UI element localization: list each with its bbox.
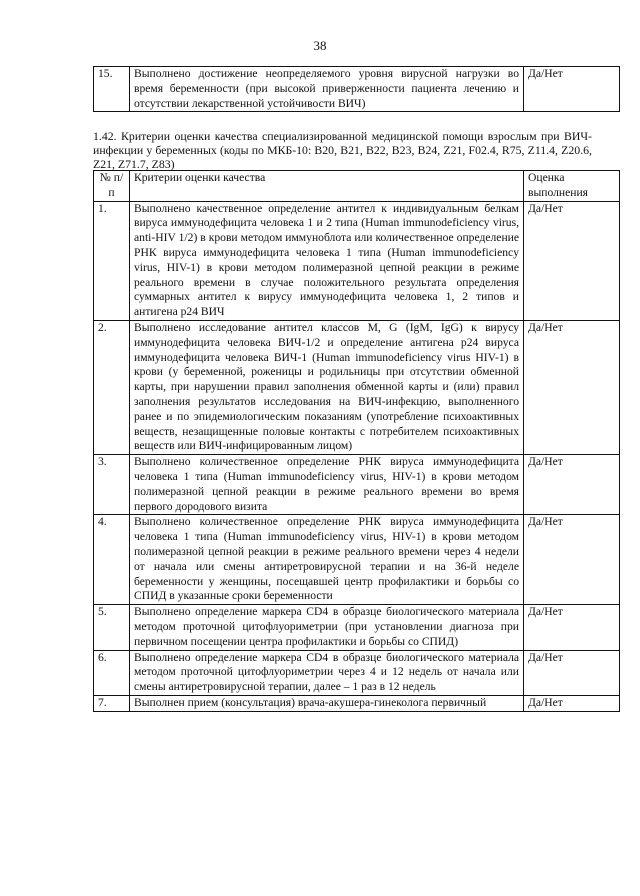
criteria-table bbox=[93, 170, 620, 712]
row-number: 4. bbox=[94, 515, 130, 605]
section-title: 1.42. Критерии оценки качества специализированной медицинской помощи взрослым при ВИЧ-инфекции у беременных (коды по МКБ-10: B20, B21, B22, B23, B24, Z21, F02.4, R75, Z11.4, Z20.6, Z21, Z71.7, Z83) bbox=[93, 129, 592, 172]
row-criterion: Выполнено определение маркера CD4 в образце биологического материала методом проточной цитофлуориметрии (при установлении диагноза при первичном посещении центра профилактики и борьбы со СПИД) bbox=[130, 605, 524, 650]
row-evaluation: Да/Нет bbox=[524, 695, 620, 711]
row-number: 3. bbox=[94, 455, 130, 515]
header-number: № п/п bbox=[94, 171, 130, 202]
row-number: 1. bbox=[94, 201, 130, 320]
table-row bbox=[94, 650, 620, 695]
row-evaluation: Да/Нет bbox=[524, 320, 620, 454]
row-criterion: Выполнено качественное определение антител к индивидуальным белкам вируса иммунодефицита человека 1 и 2 типа (Human immunodeficiency virus, anti-HIV 1/2) в крови методом иммуноблота или количественное определение РНК вируса иммунодефицита человека 1 типа (Human immunodeficiency virus, HIV-1) в крови методом полимеразной цепной реакции в режиме реального времени в случае положительного результата определения суммарных антител к вирусу иммунодефицита человека 1, 2 типов и антигена p24 ВИЧ bbox=[130, 201, 524, 320]
table-row bbox=[94, 201, 620, 320]
page-number: 38 bbox=[313, 38, 327, 53]
table-row bbox=[94, 320, 620, 454]
row-evaluation: Да/Нет bbox=[524, 605, 620, 650]
row-evaluation: Да/Нет bbox=[524, 650, 620, 695]
table-row bbox=[94, 515, 620, 605]
row-evaluation: Да/Нет bbox=[524, 515, 620, 605]
header-evaluation: Оценка выполнения bbox=[524, 171, 620, 202]
row-criterion: Выполнено достижение неопределяемого уровня вирусной нагрузки во время беременности (при высокой приверженности пациента лечению и отсутствии лекарственной устойчивости ВИЧ) bbox=[130, 67, 524, 112]
row-evaluation: Да/Нет bbox=[524, 67, 620, 112]
previous-criteria-table bbox=[93, 66, 620, 112]
row-number: 7. bbox=[94, 695, 130, 711]
table-row bbox=[94, 695, 620, 711]
table-row bbox=[94, 605, 620, 650]
row-number: 6. bbox=[94, 650, 130, 695]
row-criterion: Выполнено исследование антител классов M, G (IgM, IgG) к вирусу иммунодефицита человека ВИЧ-1/2 и определение антигена p24 вируса иммунодефицита человека ВИЧ-1 (Human immunodeficiency virus HIV-1) в крови (у беременной, роженицы и родильницы при отсутствии обменной карты, при нарушении правил заполнения обменной карты и (или) правил заполнения результатов исследования на ВИЧ-инфекцию, выполненного ранее и по эпидемиологическим показаниям (употребление психоактивных веществ, незащищенные половые контакты с потребителем психоактивных веществ или ВИЧ-инфицированным лицом) bbox=[130, 320, 524, 454]
row-evaluation: Да/Нет bbox=[524, 455, 620, 515]
row-number: 5. bbox=[94, 605, 130, 650]
table-row bbox=[94, 455, 620, 515]
table-header-row bbox=[94, 171, 620, 202]
row-criterion: Выполнено определение маркера CD4 в образце биологического материала методом проточной цитофлуориметрии через 4 и 12 недель от начала или смены антиретровирусной терапии, далее – 1 раз в 12 недель bbox=[130, 650, 524, 695]
row-criterion: Выполнено количественное определение РНК вируса иммунодефицита человека 1 типа (Human immunodeficiency virus, HIV-1) в крови методом полимеразной цепной реакции в режиме реального времени во время первого дородового визита bbox=[130, 455, 524, 515]
row-evaluation: Да/Нет bbox=[524, 201, 620, 320]
row-criterion: Выполнено количественное определение РНК вируса иммунодефицита человека 1 типа (Human immunodeficiency virus, HIV-1) в крови методом полимеразной цепной реакции в режиме реального времени через 4 недели от начала или смены антиретровирусной терапии и на 36-й неделе беременности у женщины, посещавшей центр профилактики и борьбы со СПИД в указанные сроки беременности bbox=[130, 515, 524, 605]
row-criterion: Выполнен прием (консультация) врача-акушера-гинеколога первичный bbox=[130, 695, 524, 711]
row-number: 2. bbox=[94, 320, 130, 454]
table-row bbox=[94, 67, 620, 112]
header-criteria: Критерии оценки качества bbox=[130, 171, 524, 202]
row-number: 15. bbox=[94, 67, 130, 112]
